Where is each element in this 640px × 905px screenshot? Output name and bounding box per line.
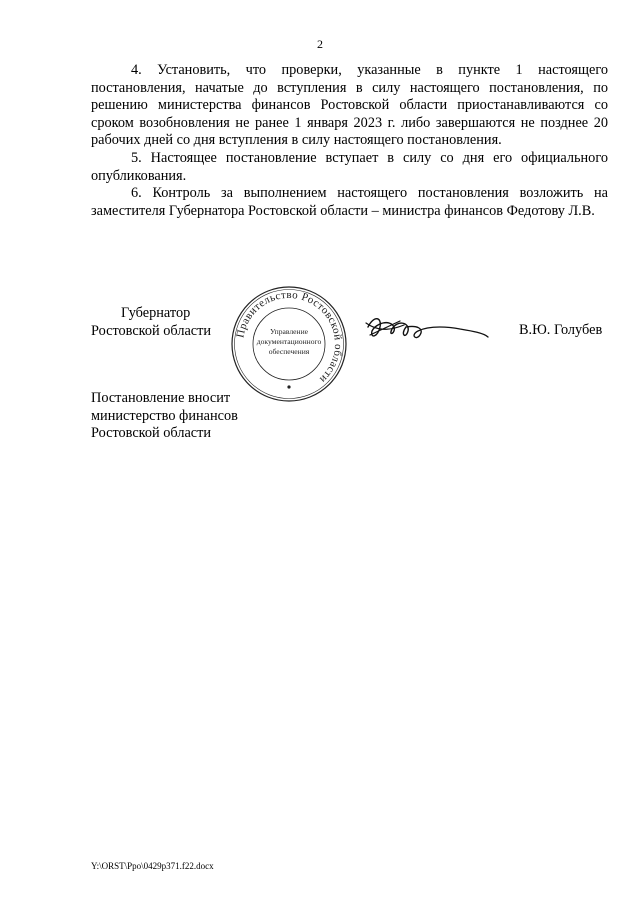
seal-center-line-1: Управление bbox=[269, 327, 309, 336]
signatory-position: Губернатор bbox=[121, 305, 191, 321]
text-line: со сроком возобновления не ранее 1 января 2023 г. либо завершаются bbox=[91, 97, 608, 131]
introduced-line: Постановление вносит bbox=[91, 390, 231, 406]
introduced-line: Ростовской области bbox=[91, 425, 212, 442]
seal-ring-text: Правительство Ростовской области bbox=[234, 288, 345, 386]
paragraph-6 bbox=[91, 185, 608, 220]
text-line: постановления. bbox=[407, 132, 502, 149]
paragraph-5 bbox=[91, 150, 608, 185]
text-line: опубликования. bbox=[91, 167, 187, 184]
handwritten-signature bbox=[360, 305, 490, 355]
introduced-line: министерство финансов bbox=[91, 407, 238, 424]
text-line: не позднее 20 рабочих дней со дня вступления в силу настоящего bbox=[91, 114, 608, 149]
signatory-title bbox=[91, 305, 211, 340]
text-line: 4. Установить, что проверки, указанные в пункте 1 настоящего bbox=[131, 62, 608, 78]
introduced-by bbox=[91, 390, 238, 443]
paragraph-4 bbox=[91, 62, 608, 150]
text-line: на заместителя Губернатора Ростовской области – министра финансов bbox=[91, 185, 608, 219]
seal-center-line-3: обеспечения bbox=[268, 347, 310, 356]
text-line: постановления, начатые до вступления в силу настоящего постановления, bbox=[91, 79, 594, 96]
signatory-region: Ростовской области bbox=[91, 322, 212, 339]
text-line: 5. Настоящее постановление вступает в силу со дня его официального bbox=[131, 149, 608, 166]
page-number: 2 bbox=[317, 37, 323, 51]
text-line: 6. Контроль за выполнением настоящего постановления возложить bbox=[131, 185, 594, 202]
signatory-name: В.Ю. Голубев bbox=[519, 322, 603, 338]
document-body bbox=[91, 62, 608, 220]
seal-center-line-2: документационного bbox=[256, 337, 322, 346]
text-line: Федотову Л.В. bbox=[506, 202, 595, 219]
text-line: по решению министерства финансов Ростовской области приостанавливаются bbox=[91, 79, 608, 114]
file-path-footer: Y:\ORST\Ppo\0429p371.f22.docx bbox=[91, 861, 214, 871]
official-seal bbox=[229, 284, 349, 404]
